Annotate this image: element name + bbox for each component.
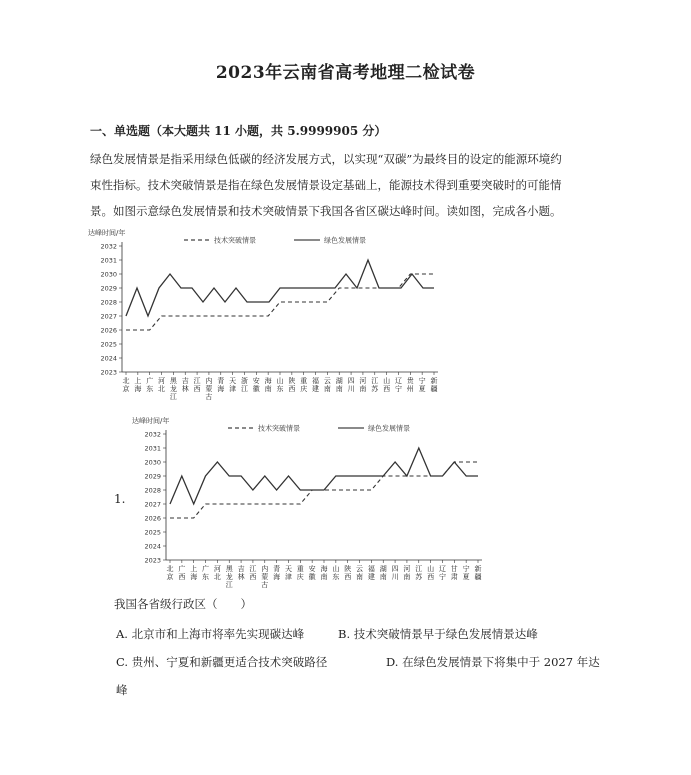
y-tick-label: 2025 [100,340,117,349]
y-tick-label: 2028 [100,298,117,307]
y-tick-label: 2029 [144,472,161,481]
y-axis-label: 达峰时间/年 [132,417,170,425]
x-tick-label: 宁夏 [462,565,470,581]
legend-label: 技术突破情景 [258,424,300,433]
option-b[interactable] [338,626,538,642]
x-tick-label: 浙江 [240,377,248,393]
series-line-tech-breakthrough [126,274,434,330]
x-tick-label: 内蒙古 [261,565,269,589]
option-key: B. [338,627,351,641]
y-tick-label: 2025 [144,528,161,537]
option-text: 北京市和上海市将率先实现碳达峰 [131,627,305,641]
x-tick-label: 福建 [312,377,320,393]
y-tick-label: 2026 [100,326,117,335]
option-d-wrap: 峰 [116,683,128,697]
x-tick-label: 广东 [202,565,210,581]
x-tick-label: 贵州 [406,377,414,393]
y-tick-label: 2027 [100,312,117,321]
x-tick-label: 河南 [403,565,411,581]
x-tick-label: 上海 [190,565,198,581]
y-tick-label: 2032 [144,430,161,439]
x-tick-label: 甘肃 [450,565,458,581]
x-tick-label: 江苏 [415,565,423,581]
option-key: C. [116,655,129,669]
intro-line: 束性指标。技术突破情景是指在绿色发展情景设定基础上，能源技术得到重要突破时的可能情 [90,178,562,192]
x-tick-label: 安徽 [252,377,260,393]
x-tick-label: 青海 [217,377,225,393]
x-tick-label: 云南 [323,377,331,393]
x-tick-label: 辽宁 [394,377,402,393]
x-tick-label: 四川 [347,377,355,393]
legend [184,236,366,245]
x-tick-label: 陕西 [344,565,352,581]
option-c[interactable] [116,654,327,670]
x-tick-label: 海南 [264,377,272,393]
x-tick-label: 云南 [356,565,364,581]
x-tick-label: 江西 [249,565,257,581]
y-axis-label: 达峰时间/年 [88,229,126,237]
x-tick-label: 山东 [332,565,340,581]
x-tick-label: 湖南 [335,377,343,393]
x-tick-label: 山西 [383,377,391,393]
y-tick-label: 2028 [144,486,161,495]
y-tick-label: 2031 [100,256,117,265]
x-tick-label: 内蒙古 [205,377,213,401]
x-tick-label: 重庆 [300,377,308,393]
y-tick-label: 2030 [144,458,161,467]
paper-title: 2023年云南省高考地理二检试卷 [215,63,476,83]
option-a[interactable] [116,626,304,642]
x-tick-label: 湖南 [379,565,387,581]
intro-line: 绿色发展情景是指采用绿色低碳的经济发展方式，以实现“双碳”为最终目的设定的能源环境约 [90,152,562,166]
legend-label: 绿色发展情景 [324,236,366,245]
option-text: 技术突破情景早于绿色发展情景达峰 [353,627,538,641]
option-text: 在绿色发展情景下将集中于 2027 年达 [402,655,600,669]
option-d[interactable] [386,654,600,670]
x-tick-label: 江西 [193,377,201,393]
section-heading: 一、单选题（本大题共 11 小题，共 5.9999905 分） [90,124,387,138]
legend-label: 绿色发展情景 [368,424,410,433]
x-tick-label: 海南 [320,565,328,581]
x-tick-label: 山西 [427,565,435,581]
y-tick-label: 2024 [144,542,161,551]
y-tick-label: 2030 [100,270,117,279]
x-tick-label: 重庆 [296,565,304,581]
x-tick-label: 辽宁 [438,565,446,581]
option-key: A. [116,627,128,641]
x-tick-label: 吉林 [181,377,189,393]
x-tick-label: 北京 [122,377,130,393]
y-tick-label: 2026 [144,514,161,523]
intro-paragraph [90,146,610,224]
question-number: 1. [114,492,126,506]
x-tick-label: 福建 [367,565,375,581]
y-tick-label: 2032 [100,242,117,251]
legend-label: 技术突破情景 [214,236,256,245]
legend [228,424,410,433]
x-tick-label: 四川 [391,565,399,581]
x-tick-label: 吉林 [237,565,245,581]
x-tick-label: 山东 [276,377,284,393]
x-tick-label: 河北 [213,565,221,581]
x-tick-label: 安徽 [308,565,316,581]
intro-line: 景。如图示意绿色发展情景和技术突破情景下我国各省区碳达峰时间。读如图，完成各小题。 [90,204,562,218]
x-tick-label: 河北 [158,377,166,393]
x-tick-label: 宁夏 [418,377,426,393]
y-tick-label: 2023 [100,368,117,377]
x-tick-label: 新疆 [430,377,438,393]
chart-carbon-peak-top [88,226,458,404]
option-text: 贵州、宁夏和新疆更适合技术突破路径 [131,655,328,669]
y-tick-label: 2031 [144,444,161,453]
x-tick-label: 黑龙江 [225,565,233,589]
x-tick-label: 江苏 [371,377,379,393]
x-tick-label: 广东 [146,377,154,393]
y-tick-label: 2023 [144,556,161,565]
x-tick-label: 广西 [178,565,186,581]
question-stem: 我国各省级行政区（ ） [114,597,252,611]
series-line-green-development [170,448,478,504]
chart-carbon-peak-bottom [132,414,502,592]
series-line-green-development [126,260,434,316]
x-tick-label: 陕西 [288,377,296,393]
x-tick-label: 河南 [359,377,367,393]
option-key: D. [386,655,399,669]
y-tick-label: 2029 [100,284,117,293]
x-tick-label: 青海 [273,565,281,581]
x-tick-label: 天津 [284,565,292,581]
x-tick-label: 新疆 [474,565,482,581]
x-tick-label: 天津 [229,377,237,393]
x-tick-label: 北京 [166,565,174,581]
y-tick-label: 2024 [100,354,117,363]
x-tick-label: 黑龙江 [169,377,177,401]
y-tick-label: 2027 [144,500,161,509]
x-tick-label: 上海 [134,377,142,393]
